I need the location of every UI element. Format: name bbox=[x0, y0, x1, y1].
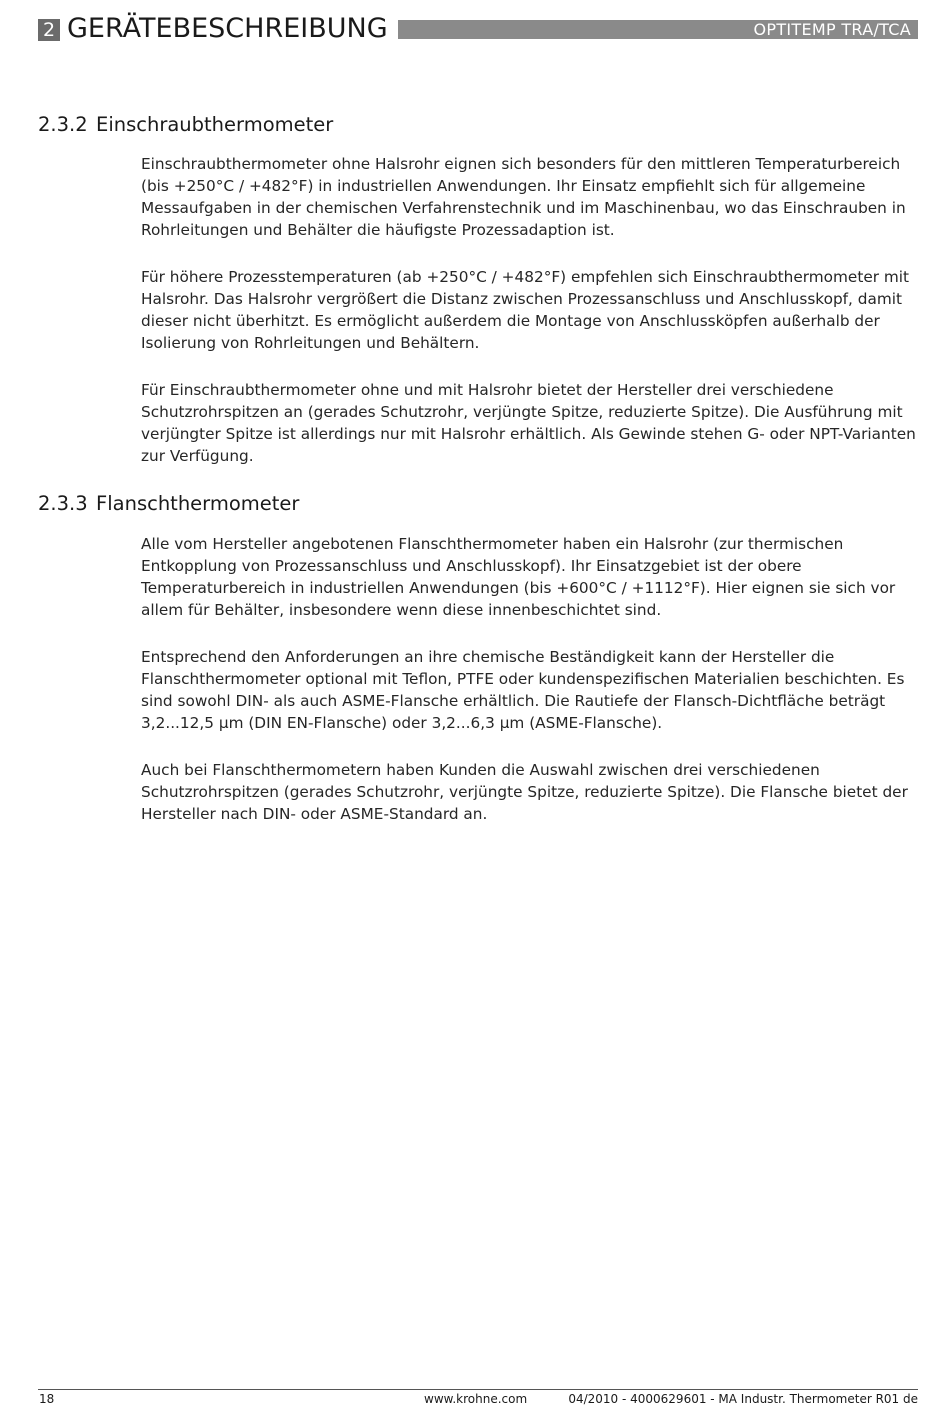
chapter-title: GERÄTEBESCHREIBUNG bbox=[67, 13, 388, 44]
paragraph: Alle vom Hersteller angebotenen Flanschthermometer haben ein Halsrohr (zur thermischen Entkopplung von Prozessanschluss und Anschlusskopf). Ihr Einsatzgebiet ist der obere Temperaturbereich in industriellen Anwendungen (bis +600°C / +1112°F). Hier eignen sie sich vor allem für Behälter, insbesondere wenn diese innenbeschichtet sind. bbox=[141, 535, 896, 619]
section-number: 2.3.3 bbox=[38, 492, 88, 515]
footer-divider bbox=[38, 1389, 918, 1390]
footer-url[interactable]: www.krohne.com bbox=[424, 1392, 528, 1406]
paragraph: Für Einschraubthermometer ohne und mit Halsrohr bietet der Hersteller drei verschiedene Schutzrohrspitzen an (gerades Schutzrohr, verjüngte Spitze, reduzierte Spitze). Die Ausführung mit verjüngter Spitze ist allerdings nur mit Halsrohr erhältlich. Als Gewinde stehen G- oder NPT-Varianten zur Verfügung. bbox=[141, 381, 916, 465]
section-heading-einschraubthermometer bbox=[38, 113, 333, 137]
paragraph: Auch bei Flanschthermometern haben Kunden die Auswahl zwischen drei verschiedenen Schutzrohrspitzen (gerades Schutzrohr, verjüngte Spitze, reduzierte Spitze). Die Flansche bietet der Hersteller nach DIN- oder ASME-Standard an. bbox=[141, 761, 908, 823]
product-bar bbox=[398, 20, 918, 39]
footer-document-id: 04/2010 - 4000629601 - MA Industr. Thermometer R01 de bbox=[568, 1392, 918, 1406]
section-heading-flanschthermometer bbox=[38, 492, 299, 516]
paragraph: Einschraubthermometer ohne Halsrohr eignen sich besonders für den mittleren Temperaturbereich (bis +250°C / +482°F) in industriellen Anwendungen. Ihr Einsatz empfiehlt sich für allgemeine Messaufgaben in der chemischen Verfahrenstechnik und im Maschinenbau, wo das Einschrauben in Rohrleitungen und Behälter die häufigste Prozessadaption ist. bbox=[141, 155, 906, 239]
page-header bbox=[38, 13, 918, 44]
paragraph: Für höhere Prozesstemperaturen (ab +250°C / +482°F) empfehlen sich Einschraubthermometer mit Halsrohr. Das Halsrohr vergrößert die Distanz zwischen Prozessanschluss und Anschlusskopf, damit dieser nicht überhitzt. Es ermöglicht außerdem die Montage von Anschlussköpfen außerhalb der Isolierung von Rohrleitungen und Behältern. bbox=[141, 268, 910, 352]
section-number: 2.3.2 bbox=[38, 113, 88, 136]
section-title: Flanschthermometer bbox=[96, 492, 300, 515]
page-number: 18 bbox=[39, 1392, 55, 1406]
paragraph: Entsprechend den Anforderungen an ihre chemische Beständigkeit kann der Hersteller die Flanschthermometer optional mit Teflon, PTFE oder kundenspezifischen Materialien beschichten. Es sind sowohl DIN- als auch ASME-Flansche erhältlich. Die Rautiefe der Flansch-Dichtfläche beträgt 3,2...12,5 μm (DIN EN-Flansche) oder 3,2...6,3 μm (ASME-Flansche). bbox=[141, 648, 905, 732]
chapter-number-badge: 2 bbox=[38, 19, 60, 41]
product-name: OPTITEMP TRA/TCA bbox=[753, 20, 911, 39]
section-title: Einschraubthermometer bbox=[96, 113, 334, 136]
